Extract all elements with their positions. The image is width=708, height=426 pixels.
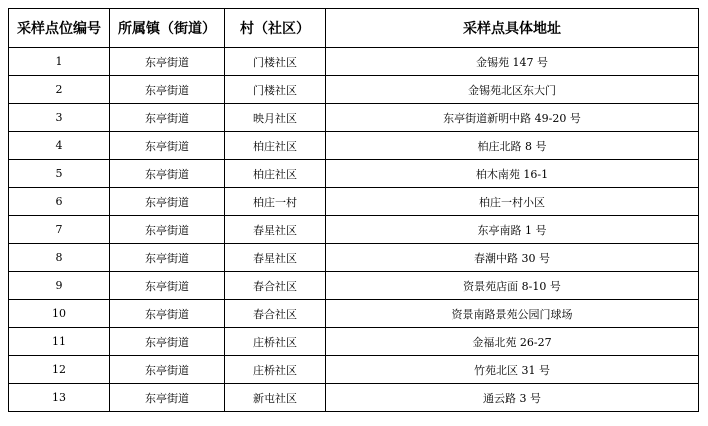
header-cell-town: 所属镇（街道） [110,9,225,48]
cell-id: 1 [9,48,110,76]
cell-town: 东亭街道 [110,160,225,188]
cell-address: 柏庄北路 8 号 [326,132,699,160]
table-row [9,132,699,160]
cell-community: 柏庄社区 [225,132,326,160]
cell-community: 柏庄一村 [225,188,326,216]
cell-id: 5 [9,160,110,188]
table-row [9,76,699,104]
cell-community: 门楼社区 [225,76,326,104]
cell-town: 东亭街道 [110,356,225,384]
cell-town: 东亭街道 [110,76,225,104]
cell-address: 资景南路景苑公园门球场 [326,300,699,328]
cell-address: 东亭街道新明中路 49-20 号 [326,104,699,132]
table-row [9,188,699,216]
cell-community: 春星社区 [225,244,326,272]
table-row [9,244,699,272]
table-row [9,272,699,300]
cell-address: 金锡苑北区东大门 [326,76,699,104]
cell-address: 金锡苑 147 号 [326,48,699,76]
cell-address: 东亭南路 1 号 [326,216,699,244]
header-row [9,9,699,48]
cell-address: 柏庄一村小区 [326,188,699,216]
cell-town: 东亭街道 [110,272,225,300]
table-row [9,356,699,384]
cell-address: 春潮中路 30 号 [326,244,699,272]
table-row [9,104,699,132]
cell-id: 7 [9,216,110,244]
cell-id: 11 [9,328,110,356]
cell-community: 新屯社区 [225,384,326,412]
table-row [9,384,699,412]
cell-town: 东亭街道 [110,328,225,356]
cell-community: 春星社区 [225,216,326,244]
cell-town: 东亭街道 [110,188,225,216]
cell-town: 东亭街道 [110,300,225,328]
sampling-points-table [8,8,699,412]
cell-id: 13 [9,384,110,412]
cell-community: 春合社区 [225,272,326,300]
cell-address: 竹苑北区 31 号 [326,356,699,384]
cell-town: 东亭街道 [110,104,225,132]
cell-community: 庄桥社区 [225,328,326,356]
cell-id: 9 [9,272,110,300]
cell-community: 春合社区 [225,300,326,328]
cell-address: 柏木南苑 16-1 [326,160,699,188]
cell-id: 10 [9,300,110,328]
table-row [9,48,699,76]
cell-community: 庄桥社区 [225,356,326,384]
cell-address: 资景苑店面 8-10 号 [326,272,699,300]
header-cell-address: 采样点具体地址 [326,9,699,48]
table-row [9,328,699,356]
header-cell-id: 采样点位编号 [9,9,110,48]
cell-community: 柏庄社区 [225,160,326,188]
cell-id: 12 [9,356,110,384]
cell-town: 东亭街道 [110,132,225,160]
cell-town: 东亭街道 [110,244,225,272]
cell-id: 4 [9,132,110,160]
cell-id: 8 [9,244,110,272]
cell-address: 金福北苑 26-27 [326,328,699,356]
table-row [9,160,699,188]
cell-address: 通云路 3 号 [326,384,699,412]
cell-community: 门楼社区 [225,48,326,76]
cell-town: 东亭街道 [110,384,225,412]
cell-town: 东亭街道 [110,216,225,244]
header-cell-community: 村（社区） [225,9,326,48]
cell-town: 东亭街道 [110,48,225,76]
cell-id: 6 [9,188,110,216]
cell-id: 2 [9,76,110,104]
cell-community: 映月社区 [225,104,326,132]
table-row [9,216,699,244]
cell-id: 3 [9,104,110,132]
table-row [9,300,699,328]
table-body [9,48,699,412]
